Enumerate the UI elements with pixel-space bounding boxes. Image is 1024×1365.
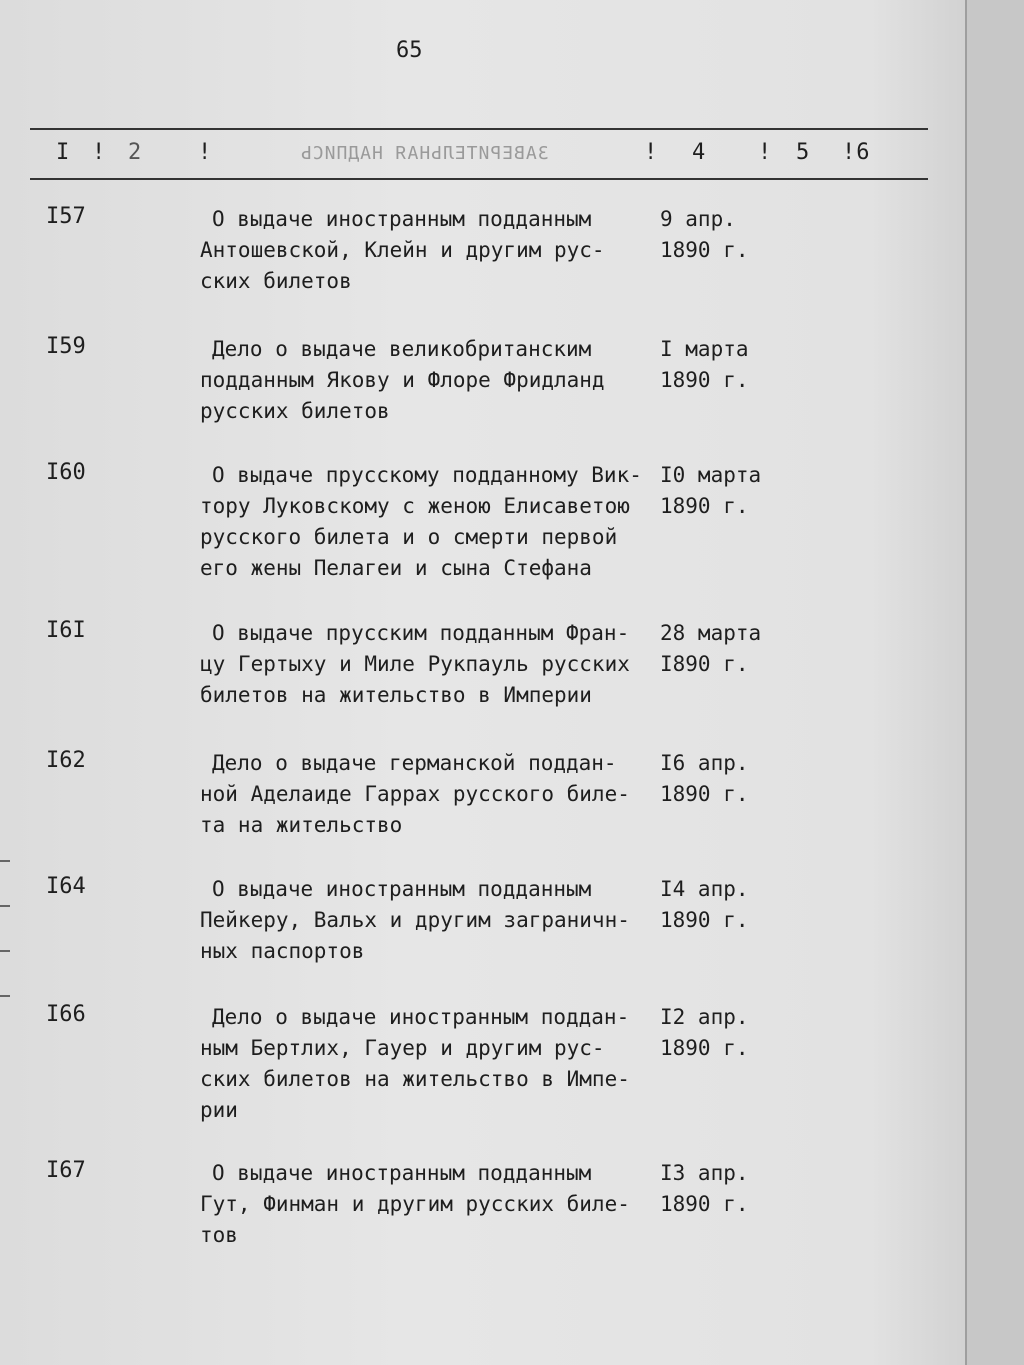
page-edge [965, 0, 1024, 1365]
header-sep-1: ! [92, 140, 107, 165]
header-sep-2: ! [198, 140, 213, 165]
entry-description-line: ных паспортов [200, 939, 365, 963]
entry-date-line: 1890 г. [660, 1192, 749, 1216]
entry-description-line: русского билета и о смерти первой [200, 525, 618, 549]
entry-description-line: ным Бертлих, Гауер и другим рус- [200, 1036, 605, 1060]
header-col-5: 5 [796, 140, 811, 165]
entry-description-line: Дело о выдаче германской поддан- [212, 751, 617, 775]
entry-number: I64 [46, 874, 86, 899]
entry-description-line: ских билетов [200, 269, 352, 293]
entry-description-line: подданным Якову и Флоре Фридланд [200, 368, 605, 392]
entry-description-line: его жены Пелагеи и сына Стефана [200, 556, 592, 580]
entry-date-line: I890 г. [660, 652, 749, 676]
edge-notch [0, 860, 10, 862]
entry-number: I57 [46, 204, 86, 229]
header-col-1: I [56, 140, 71, 165]
edge-notch [0, 995, 10, 997]
bleedthrough-mark [830, 275, 841, 296]
entry-date-line: 1890 г. [660, 494, 749, 518]
entry-date [660, 1002, 800, 1064]
header-col-3-bleedthrough: ЗАВЕРИТЕЛЬНАЯ НАДПИСЬ [300, 143, 549, 164]
entry-date [660, 460, 800, 522]
entry-description-line: тов [200, 1223, 238, 1247]
entry-description-line: та на жительство [200, 813, 403, 837]
entry-description-line: русских билетов [200, 399, 390, 423]
edge-notch [0, 905, 10, 907]
entry-date [660, 334, 800, 396]
entry-description-line: Дело о выдаче иностранным поддан- [212, 1005, 630, 1029]
entry-description [200, 1158, 660, 1251]
entry-date-line: 1890 г. [660, 1036, 749, 1060]
header-bottom-rule [30, 178, 928, 180]
entry-description-line: ной Аделаиде Гаррах русского биле- [200, 782, 630, 806]
entry-description-line: рии [200, 1098, 238, 1122]
entry-date-line: I4 апр. [660, 877, 749, 901]
entry-date [660, 618, 800, 680]
entry-description [200, 204, 660, 297]
entry-description-line: О выдаче иностранным подданным [212, 1161, 592, 1185]
entry-description-line: билетов на жительство в Империи [200, 683, 592, 707]
entry-description-line: О выдаче прусским подданным Фран- [212, 621, 630, 645]
edge-notch [0, 950, 10, 952]
entry-description [200, 460, 660, 584]
entry-date-line: 1890 г. [660, 368, 749, 392]
entry-date-line: 28 марта [660, 621, 762, 645]
entry-date [660, 748, 800, 810]
entry-description-line: тору Луковскому с женою Елисаветою [200, 494, 630, 518]
header-top-rule [30, 128, 928, 130]
entry-date-line: 1890 г. [660, 782, 749, 806]
header-col-6: !6 [842, 140, 871, 165]
header-sep-4: ! [758, 140, 773, 165]
entry-date-line: I3 апр. [660, 1161, 749, 1185]
entry-description-line: О выдаче прусскому подданному Вик- [212, 463, 642, 487]
entry-description [200, 334, 660, 427]
entry-description [200, 874, 660, 967]
entry-number: I67 [46, 1158, 86, 1183]
entry-date-line: I2 апр. [660, 1005, 749, 1029]
entry-date-line: I6 апр. [660, 751, 749, 775]
entry-date-line: 9 апр. [660, 207, 736, 231]
entry-date [660, 874, 800, 936]
entry-description [200, 748, 660, 841]
entry-date-line: 1890 г. [660, 908, 749, 932]
entry-date [660, 1158, 800, 1220]
entry-description-line: Дело о выдаче великобританским [212, 337, 592, 361]
entry-number: I6I [46, 618, 86, 643]
entry-description-line: Гут, Финман и другим русских биле- [200, 1192, 630, 1216]
entry-date [660, 204, 800, 266]
entry-description-line: Антошевской, Клейн и другим рус- [200, 238, 605, 262]
entry-description-line: О выдаче иностранным подданным [212, 877, 592, 901]
entry-description-line: цу Гертыху и Миле Рукпауль русских [200, 652, 630, 676]
entry-description-line: Пейкеру, Вальх и другим заграничн- [200, 908, 630, 932]
entry-number: I59 [46, 334, 86, 359]
entry-description [200, 618, 660, 711]
entry-number: I66 [46, 1002, 86, 1027]
entry-date-line: I марта [660, 337, 749, 361]
entry-date-line: I0 марта [660, 463, 762, 487]
header-col-2: 2 [128, 140, 143, 165]
entry-description [200, 1002, 660, 1126]
page-number: 65 [396, 38, 423, 63]
entry-number: I62 [46, 748, 86, 773]
header-col-4: 4 [692, 140, 707, 165]
entry-description-line: О выдаче иностранным подданным [212, 207, 592, 231]
header-sep-3: ! [644, 140, 659, 165]
entry-number: I60 [46, 460, 86, 485]
entry-description-line: ских билетов на жительство в Импе- [200, 1067, 630, 1091]
entry-date-line: 1890 г. [660, 238, 749, 262]
